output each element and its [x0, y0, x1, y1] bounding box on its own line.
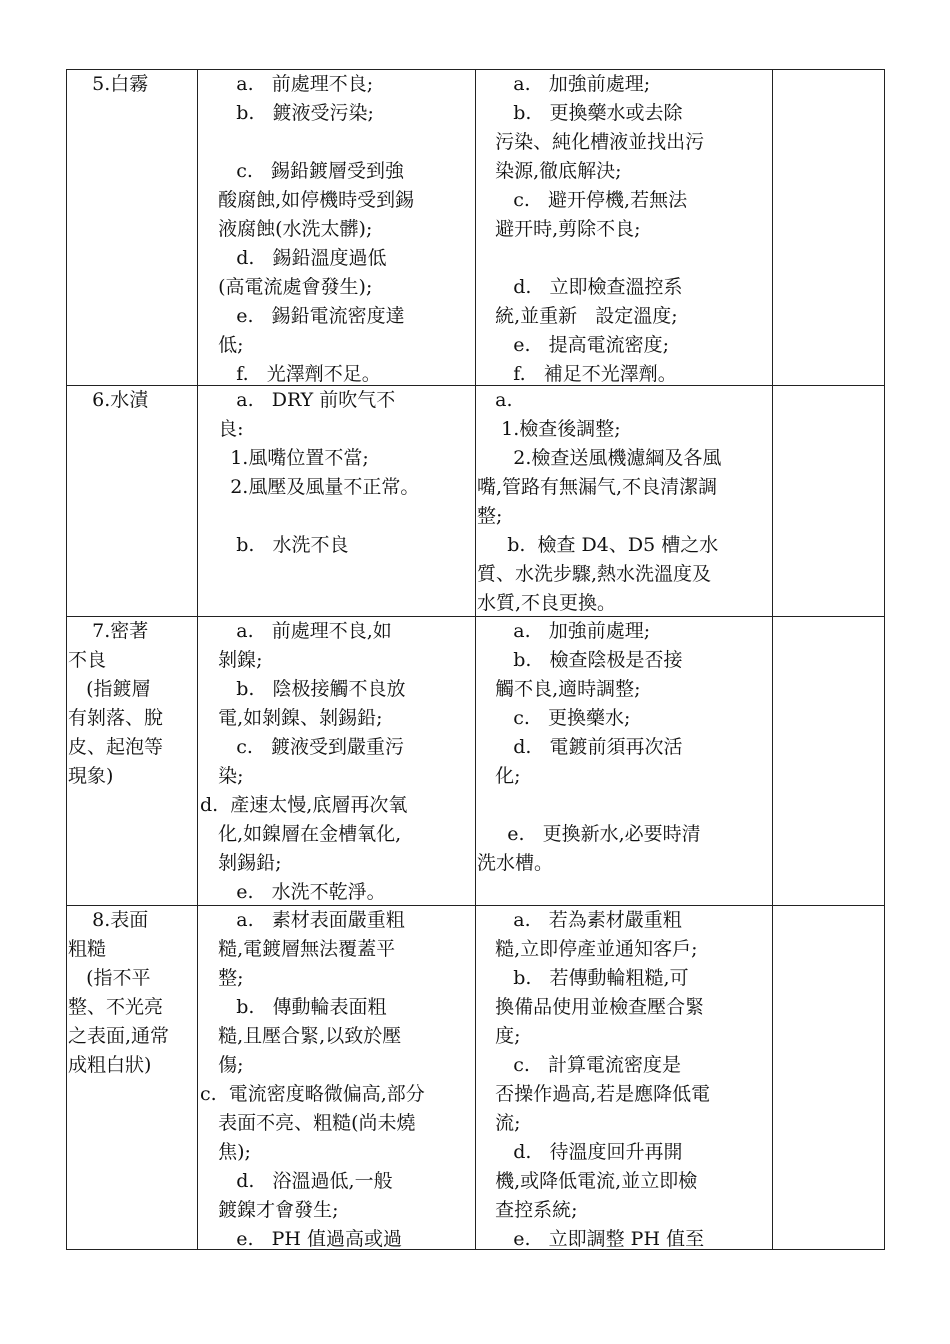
cell-text-line: b. 鍍液受污染;: [200, 102, 374, 124]
cell-text-line: 觸不良,適時調整;: [477, 678, 641, 700]
cell-text-line: 現象): [68, 765, 114, 787]
cell-text-line: 有剝落、脫: [68, 707, 164, 729]
cell-text-line: c. 計算電流密度是: [477, 1054, 682, 1076]
cell-text-line: 統,並重新 設定溫度;: [477, 305, 678, 327]
cell-text-line: 剝錫鉛;: [200, 852, 282, 874]
cell-text-line: e. 水洗不乾淨。: [200, 881, 386, 903]
cell-text-line: 1.風嘴位置不當;: [200, 447, 369, 469]
cell-text-line: [200, 502, 474, 531]
cell-text-line: e. 更換新水,必要時清: [477, 823, 701, 845]
cell-text-line: c. 錫鉛鍍層受到強: [200, 160, 405, 182]
cell-text-line: 整、不光亮: [68, 996, 164, 1018]
cell-text-line: 低;: [200, 334, 244, 356]
cell-text-line: 電,如剝鎳、剝錫鉛;: [200, 707, 383, 729]
cell-text-line: 污染、純化槽液並找出污: [477, 131, 705, 153]
cell-text-line: 糙,且壓合緊,以致於壓: [200, 1025, 402, 1047]
blank-cell: [774, 386, 883, 615]
cell-text-line: a. 若為素材嚴重粗: [477, 909, 682, 931]
table-border-left: [66, 69, 67, 1250]
cell-text-line: [477, 791, 771, 820]
cell-text-line: a. 素材表面嚴重粗: [200, 909, 405, 931]
cell-text-line: d. 產速太慢,底層再次氧: [200, 794, 408, 816]
cell-text-line: 6.水漬: [68, 389, 149, 411]
cell-text-line: a. DRY 前吹气不: [200, 389, 396, 411]
cell-text-line: 質、水洗步驟,熱水洗溫度及: [477, 563, 712, 585]
cell-text-line: [477, 244, 771, 273]
cell-text-line: 傷;: [200, 1054, 244, 1076]
cause-cell: [200, 617, 474, 904]
cell-text-line: f. 光澤劑不足。: [200, 363, 381, 384]
cell-text-line: b. 陰极接觸不良放: [200, 678, 406, 700]
cell-text-line: 嘴,管路有無漏气,不良清潔調: [477, 476, 718, 498]
cell-text-line: d. 錫鉛溫度過低: [200, 247, 387, 269]
cell-text-line: 否操作過高,若是應降低電: [477, 1083, 711, 1105]
defect-cell: [68, 386, 196, 615]
blank-cell: [774, 617, 883, 904]
cell-text-line: 成粗白狀): [68, 1054, 152, 1076]
remedy-cell: [477, 906, 771, 1248]
cell-text-line: 焦);: [200, 1141, 251, 1163]
cell-text-line: 2.檢查送風機濾綱及各風: [477, 447, 722, 469]
cell-text-line: 糙,電鍍層無法覆蓋平: [200, 938, 396, 960]
cell-text-line: 染源,徹底解決;: [477, 160, 622, 182]
table-border-bottom: [66, 1249, 885, 1250]
cell-text-line: 整;: [477, 505, 503, 527]
cell-text-line: d. 立即檢查溫控系: [477, 276, 683, 298]
cause-cell: [200, 70, 474, 384]
cell-text-line: e. PH 值過高或過: [200, 1228, 403, 1248]
cell-text-line: 液腐蝕(水洗太髒);: [200, 218, 373, 240]
cell-text-line: c. 電流密度略微偏高,部分: [200, 1083, 425, 1105]
cell-text-line: e. 立即調整 PH 值至: [477, 1228, 705, 1248]
cell-text-line: b. 水洗不良: [200, 534, 349, 556]
cell-text-line: b. 檢查 D4、D5 槽之水: [477, 534, 719, 556]
cell-text-line: d. 浴溫過低,一般: [200, 1170, 393, 1192]
defect-cell: [68, 70, 196, 384]
column-divider-1: [197, 69, 198, 1250]
cell-text-line: a. 加強前處理;: [477, 73, 651, 95]
remedy-cell: [477, 617, 771, 904]
cell-text-line: c. 更換藥水;: [477, 707, 631, 729]
cell-text-line: c. 避开停機,若無法: [477, 189, 688, 211]
cell-text-line: b. 檢查陰极是否接: [477, 649, 683, 671]
cell-text-line: f. 補足不光澤劑。: [477, 363, 677, 384]
cell-text-line: 化;: [477, 765, 521, 787]
cell-text-line: 化,如鎳層在金槽氧化,: [200, 823, 402, 845]
cell-text-line: 7.密著: [68, 620, 149, 642]
column-divider-3: [772, 69, 773, 1250]
cell-text-line: e. 提高電流密度;: [477, 334, 670, 356]
defect-cell: [68, 617, 196, 904]
cell-text-line: (指不平: [68, 967, 151, 989]
table-border-right: [884, 69, 885, 1250]
cell-text-line: 皮、起泡等: [68, 736, 164, 758]
cell-text-line: 水質,不良更換。: [477, 592, 617, 614]
remedy-cell: [477, 386, 771, 615]
cell-text-line: b. 更換藥水或去除: [477, 102, 683, 124]
cell-text-line: 粗糙: [68, 938, 107, 960]
cell-text-line: 查控系統;: [477, 1199, 578, 1221]
cell-text-line: 8.表面: [68, 909, 149, 931]
cell-text-line: 1.檢查後調整;: [477, 418, 621, 440]
cell-text-line: 酸腐蝕,如停機時受到錫: [200, 189, 415, 211]
cell-text-line: d. 電鍍前須再次活: [477, 736, 683, 758]
cell-text-line: 流;: [477, 1112, 521, 1134]
cause-cell: [200, 906, 474, 1248]
cell-text-line: 整;: [200, 967, 244, 989]
cell-text-line: 5.白霧: [68, 73, 149, 95]
cell-text-line: 2.風壓及風量不正常。: [200, 476, 420, 498]
cause-cell: [200, 386, 474, 615]
blank-cell: [774, 70, 883, 384]
troubleshooting-table: [66, 69, 885, 1250]
cell-text-line: 良:: [200, 418, 244, 440]
cell-text-line: e. 錫鉛電流密度達: [200, 305, 405, 327]
cell-text-line: 染;: [200, 765, 244, 787]
cell-text-line: 剝鎳;: [200, 649, 263, 671]
cell-text-line: b. 傳動輪表面粗: [200, 996, 387, 1018]
cell-text-line: 度;: [477, 1025, 521, 1047]
cell-text-line: 表面不亮、粗糙(尚未燒: [200, 1112, 416, 1134]
cell-text-line: 避开時,剪除不良;: [477, 218, 641, 240]
cell-text-line: 糙,立即停產並通知客戶;: [477, 938, 698, 960]
defect-cell: [68, 906, 196, 1248]
remedy-cell: [477, 70, 771, 384]
cell-text-line: 不良: [68, 649, 107, 671]
cell-text-line: 鍍鎳才會發生;: [200, 1199, 339, 1221]
cell-text-line: 換備品使用並檢查壓合緊: [477, 996, 705, 1018]
cell-text-line: a.: [477, 389, 513, 411]
cell-text-line: 洗水槽。: [477, 852, 554, 874]
cell-text-line: b. 若傳動輪粗糙,可: [477, 967, 689, 989]
cell-text-line: [200, 128, 474, 157]
cell-text-line: a. 前處理不良;: [200, 73, 374, 95]
cell-text-line: d. 待溫度回升再開: [477, 1141, 683, 1163]
cell-text-line: a. 加強前處理;: [477, 620, 651, 642]
column-divider-2: [475, 69, 476, 1250]
cell-text-line: (指鍍層: [68, 678, 151, 700]
cell-text-line: (高電流處會發生);: [200, 276, 373, 298]
cell-text-line: 機,或降低電流,並立即檢: [477, 1170, 698, 1192]
blank-cell: [774, 906, 883, 1248]
cell-text-line: 之表面,通常: [68, 1025, 170, 1047]
cell-text-line: c. 鍍液受到嚴重污: [200, 736, 405, 758]
cell-text-line: a. 前處理不良,如: [200, 620, 392, 642]
